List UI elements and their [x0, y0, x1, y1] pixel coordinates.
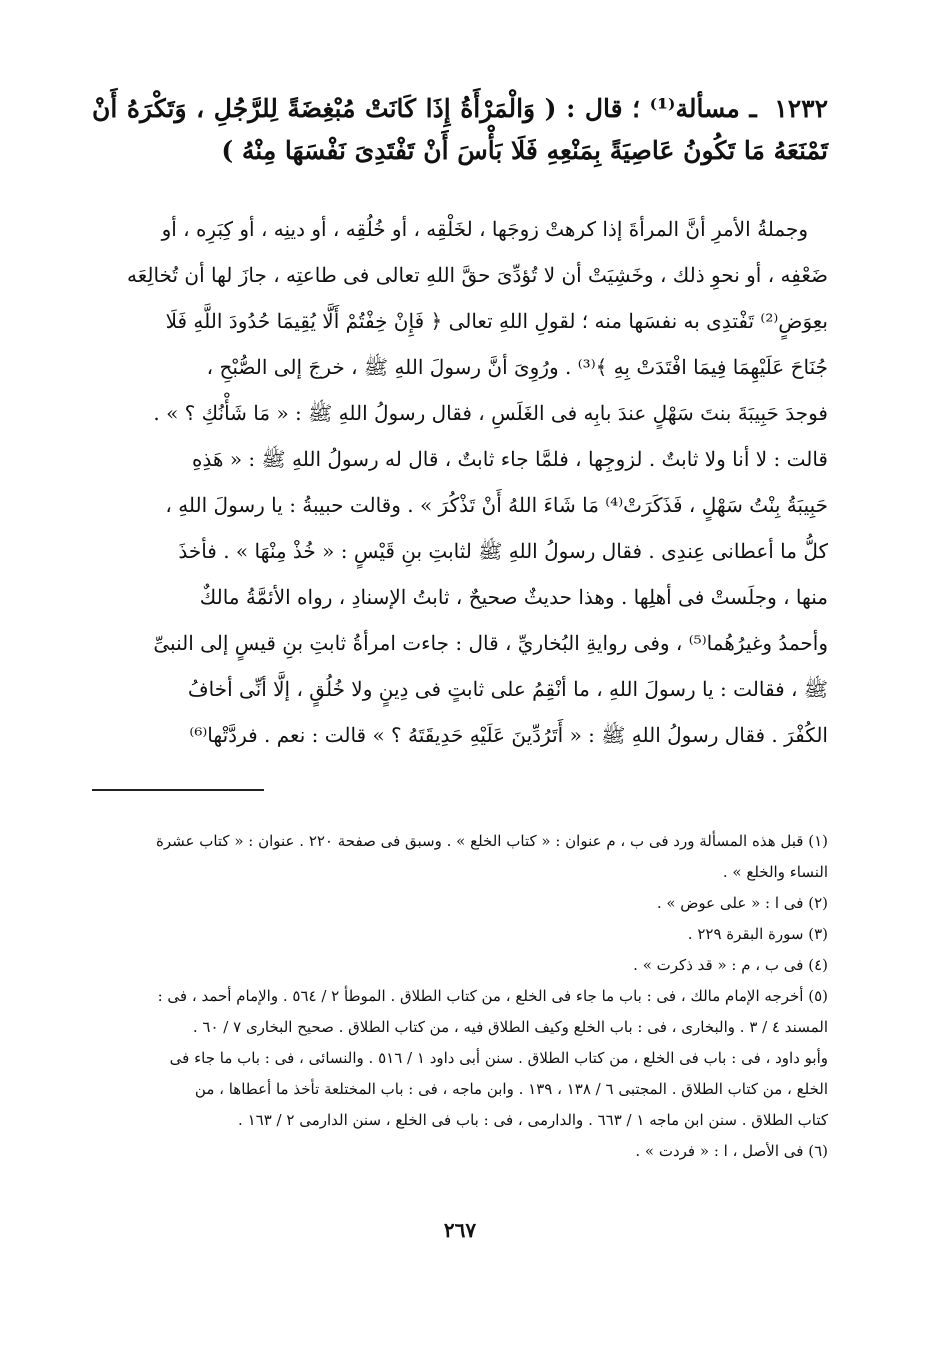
text-line: جُنَاحَ عَلَيْهِمَا فِيمَا افْتَدَتْ بِهِ ﴾⁽³⁾ . ورُوِىَ أنَّ رسولَ اللهِ ﷺ ، خرجَ إلى الصُّبْحِ ، — [206, 355, 828, 379]
text-line: وأحمدُ وغيرُهُما⁽⁵⁾ ، وفى روايةِ البُخاريِّ ، قال : جاءت امرأةُ ثابتِ بنِ قيسٍ إلى النبىِّ — [153, 631, 828, 655]
text-line: فوجدَ حَبِيبَةَ بنتَ سَهْلٍ عندَ بابِه فى الغَلَسِ ، فقال رسولُ اللهِ ﷺ : « مَا شَأْنُكِ ؟ » . — [153, 401, 828, 425]
footnote-line: كتاب الطلاق . سنن ابن ماجه ١ / ٦٦٣ . والدارمى ، فى : باب فى الخلع ، سنن الدارمى ٢ / ١٦٣ . — [238, 1111, 828, 1129]
text-line: ضَعْفِه ، أو نحوِ ذلك ، وخَشِيَتْ أن لا تُؤدِّىَ حقَّ اللهِ تعالى فى طاعتِه ، جازَ لها أن تُخالِعَه — [127, 263, 828, 287]
footnote-line: (٢) فى ا : « على عوض » . — [656, 894, 828, 912]
text-line: حَبِيبَةُ بِنْتُ سَهْلٍ ، فَذَكَرَتْ⁽⁴⁾ مَا شَاءَ اللهُ أَنْ تَذْكُرَ » . وقالت حبيبةُ : يا رسولَ اللهِ ، — [165, 493, 828, 517]
footnote-line: (٣) سورة البقرة ٢٢٩ . — [687, 925, 828, 943]
footnote-line: الخلع ، من كتاب الطلاق . المجتبى ٦ / ١٣٨ ، ١٣٩ . وابن ماجه ، فى : باب المختلعة تأخذ ما أعطاها ، من — [194, 1080, 828, 1098]
footnote-line: النساء والخلع » . — [722, 863, 828, 881]
text-line: الكُفْرَ . فقال رسولُ اللهِ ﷺ : « أَتَرُدِّينَ عَلَيْهِ حَدِيقَتَهُ ؟ » قالت : نعم . فردَّتْها⁽⁶⁾ — [189, 723, 828, 747]
text-line: كلُّ ما أعطانى عِندِى . فقال رسولُ اللهِ ﷺ لثابتِ بنِ قَيْسٍ : « خُذْ مِنْهَا » . فأخذَ — [178, 539, 828, 563]
main-text — [92, 206, 828, 758]
footnotes — [92, 826, 828, 1167]
text-line: قالت : لا أنا ولا ثابتٌ . لزوجِها ، فلمَّا جاء ثابتٌ ، قال له رسولُ اللهِ ﷺ : « هَذِهِ — [191, 447, 828, 471]
text-line: ﷺ ، فقالت : يا رسولَ اللهِ ، ما أنْقِمُ على ثابتٍ فى دِينٍ ولا خُلُقٍ ، إلَّا أنِّى أخافُ — [187, 677, 828, 701]
footnote-divider — [92, 789, 264, 791]
footnote-line: وأبو داود ، فى : باب فى الخلع ، من كتاب الطلاق . سنن أبى داود ١ / ٥١٦ . والنسائى ، فى : باب ما جاء فى — [169, 1049, 828, 1067]
issue-number: ١٢٣٢ — [774, 94, 828, 123]
footnote-line: (١) قبل هذه المسألة ورد فى ب ، م عنوان : « كتاب الخلع » . وسبق فى صفحة ٢٢٠ . عنوان : « كتاب عشرة — [155, 832, 828, 850]
footnote-line: (٥) أخرجه الإمام مالك ، فى : باب ما جاء فى الخلع ، من كتاب الطلاق . الموطأ ٢ / ٥٦٤ . والإمام أحمد ، فى : — [157, 987, 828, 1005]
book-page — [92, 78, 828, 1268]
text-line: بعِوَضٍ⁽²⁾ تَفْتدِى به نفسَها منه ؛ لقولِ اللهِ تعالى ﴿ فَإِنْ خِفْتُمْ أَلَّا يُقِيمَا حُدُودَ اللَّهِ فَلَا — [165, 309, 828, 333]
page-number: ٢٦٧ — [443, 1218, 477, 1242]
issue-heading — [92, 88, 828, 172]
text-line: وجملةُ الأمرِ أنَّ المرأةَ إذا كرهتْ زوجَها ، لخَلْقِه ، أو خُلُقِه ، أو دينِه ، أو كِبَرِه ، أو — [161, 217, 808, 241]
footnote-line: المسند ٤ / ٣ . والبخارى ، فى : باب الخلع وكيف الطلاق فيه ، من كتاب الطلاق . صحيح البخارى ٧ / ٦٠ . — [192, 1018, 828, 1036]
footnote-line: (٦) فى الأصل ، ا : « فردت » . — [635, 1142, 828, 1160]
text-line: منها ، وجلَستْ فى أهلِها . وهذا حديثٌ صحيحٌ ، ثابتُ الإسنادِ ، رواه الأئمَّةُ مالكٌ — [199, 585, 828, 609]
footnote-line: (٤) فى ب ، م : « قد ذكرت » . — [633, 956, 828, 974]
issue-text: ـ مسألة⁽¹⁾ ؛ قال : ( وَالْمَرْأَةُ إِذَا كَانَتْ مُبْغِضَةً لِلرَّجُلِ ، وَتَكْرَهُ أَنْ تَمْنَعَهُ مَا تَكُونُ عَاصِيَةً بِمَنْعِهِ فَلَا بَأْسَ أَنْ تَفْتَدِىَ نَفْسَهَا مِنْهُ ) — [92, 94, 828, 165]
